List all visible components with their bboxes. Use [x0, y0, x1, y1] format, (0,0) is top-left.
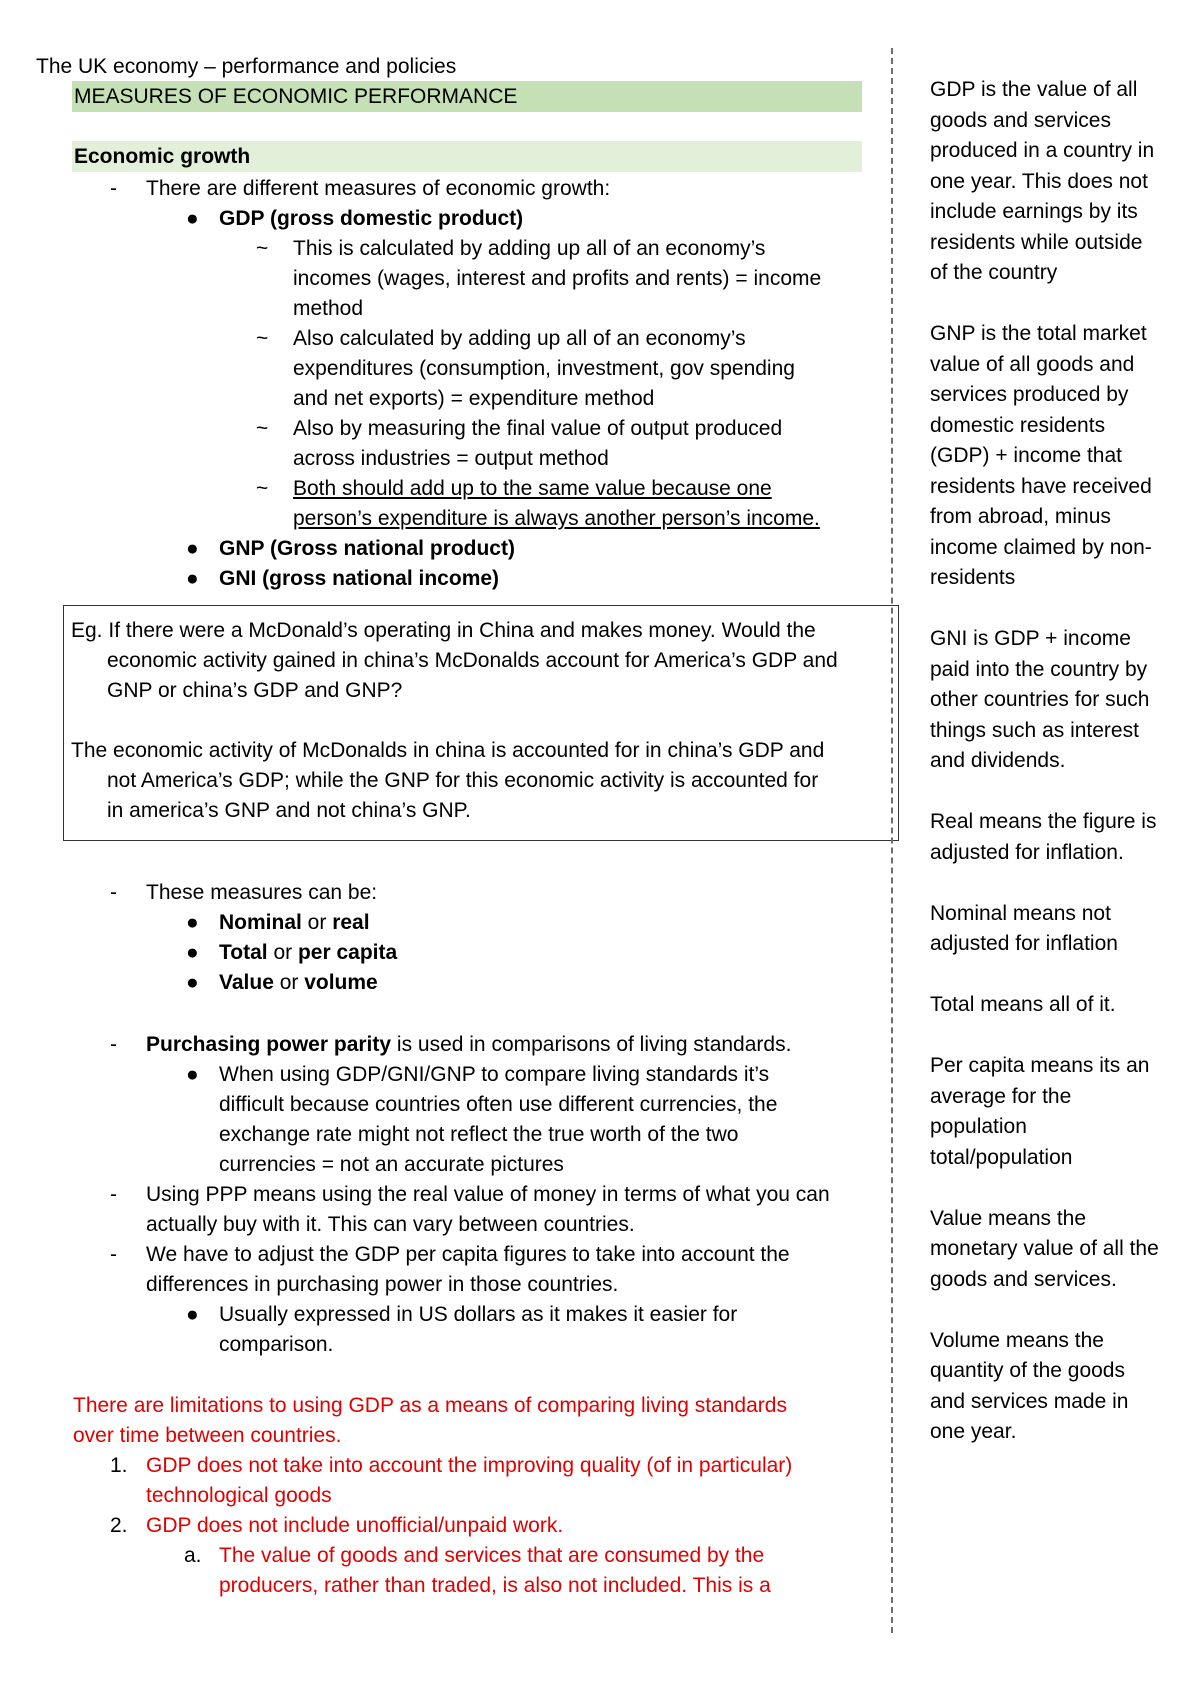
bullet-icon: ● — [186, 911, 199, 934]
ppp-sub-line1: When using GDP/GNI/GNP to compare living standards it’s — [219, 1063, 770, 1086]
bullet-icon: ● — [186, 1063, 199, 1086]
dash-bullet: - — [110, 1243, 117, 1266]
limit-1-line2: technological goods — [146, 1484, 332, 1507]
column-divider — [891, 48, 893, 1633]
tilde-bullet: ~ — [256, 327, 269, 350]
gdp-expenditure-line2: expenditures (consumption, investment, gov spending — [293, 357, 795, 380]
dash-bullet: - — [110, 1183, 117, 1206]
gnp-label: GNP (Gross national product) — [219, 537, 515, 560]
limits-intro-line2: over time between countries. — [73, 1424, 342, 1447]
dash-bullet: - — [110, 881, 117, 904]
usd-line1: Usually expressed in US dollars as it makes it easier for — [219, 1303, 738, 1326]
limit-2a-line2: producers, rather than traded, is also not included. This is a — [219, 1574, 771, 1597]
tilde-bullet: ~ — [256, 237, 269, 260]
bullet-icon: ● — [186, 1303, 199, 1326]
example-question-line2: economic activity gained in china’s McDonalds account for America’s GDP and — [107, 649, 838, 672]
definition-per-capita: Per capita means its an average for the population total/population — [930, 1054, 1150, 1169]
gdp-income-line3: method — [293, 297, 364, 320]
example-box — [63, 605, 899, 841]
list-number: 2. — [110, 1514, 128, 1537]
gdp-output-line2: across industries = output method — [293, 447, 609, 470]
sidebar-definitions — [930, 75, 1182, 1478]
ppp-real-line1: Using PPP means using the real value of money in terms of what you can — [146, 1183, 830, 1206]
bullet-icon: ● — [186, 941, 199, 964]
gdp-label: GDP (gross domestic product) — [219, 207, 524, 230]
ppp-sub-line3: exchange rate might not reflect the true worth of the two — [219, 1123, 739, 1146]
gdp-expenditure-line3: and net exports) = expenditure method — [293, 387, 655, 410]
example-question-line1: Eg. If there were a McDonald’s operating in China and makes money. Would the — [71, 619, 816, 642]
definition-gni: GNI is GDP + income paid into the country by other countries for such things such as interest and dividends. — [930, 627, 1150, 772]
ppp-sub-line4: currencies = not an accurate pictures — [219, 1153, 564, 1176]
example-answer-line2: not America’s GDP; while the GNP for this economic activity is accounted for — [107, 769, 819, 792]
usd-line2: comparison. — [219, 1333, 334, 1356]
limits-intro-line1: There are limitations to using GDP as a means of comparing living standards — [73, 1394, 787, 1417]
adjust-line1: We have to adjust the GDP per capita figures to take into account the — [146, 1243, 790, 1266]
dash-bullet: - — [110, 177, 117, 200]
gdp-equal-line1: Both should add up to the same value because one — [293, 477, 772, 500]
definition-real: Real means the figure is adjusted for inflation. — [930, 810, 1157, 864]
measure-total-percapita: Total or per capita — [219, 941, 398, 964]
gdp-income-line2: incomes (wages, interest and profits and rents) = income — [293, 267, 822, 290]
intro-text: There are different measures of economic growth: — [146, 177, 611, 200]
tilde-bullet: ~ — [256, 417, 269, 440]
definition-gdp: GDP is the value of all goods and services produced in a country in one year. This does not include earnings by its residents while outside of the country — [930, 78, 1155, 284]
measures-intro: These measures can be: — [146, 881, 378, 904]
definition-volume: Volume means the quantity of the goods and services made in one year. — [930, 1328, 1129, 1443]
ppp-heading: Purchasing power parity is used in comparisons of living standards. — [146, 1033, 792, 1056]
bullet-icon: ● — [186, 537, 199, 560]
gni-label: GNI (gross national income) — [219, 567, 500, 590]
gdp-output-line1: Also by measuring the final value of output produced — [293, 417, 783, 440]
gdp-equal-line2: person’s expenditure is always another person’s income. — [293, 507, 820, 530]
list-letter: a. — [184, 1544, 202, 1567]
gdp-expenditure-line1: Also calculated by adding up all of an economy’s — [293, 327, 746, 350]
bullet-icon: ● — [186, 567, 199, 590]
example-answer-line3: in america’s GNP and not china’s GNP. — [107, 799, 471, 822]
list-number: 1. — [110, 1454, 128, 1477]
limit-2: GDP does not include unofficial/unpaid work. — [146, 1514, 564, 1537]
ppp-sub-line2: difficult because countries often use different currencies, the — [219, 1093, 778, 1116]
measure-value-volume: Value or volume — [219, 971, 378, 994]
bullet-icon: ● — [186, 971, 199, 994]
adjust-line2: differences in purchasing power in those countries. — [146, 1273, 619, 1296]
ppp-real-line2: actually buy with it. This can vary between countries. — [146, 1213, 635, 1236]
measure-nominal-real: Nominal or real — [219, 911, 370, 934]
gdp-income-line1: This is calculated by adding up all of an economy’s — [293, 237, 766, 260]
definition-gnp: GNP is the total market value of all goods and services produced by domestic residents (GDP) + income that residents have received from abroad, minus income claimed by non- residents — [930, 322, 1152, 589]
limit-2a-line1: The value of goods and services that are consumed by the — [219, 1544, 765, 1567]
subheading-economic-growth: Economic growth — [72, 141, 862, 172]
definition-value: Value means the monetary value of all the goods and services. — [930, 1206, 1159, 1291]
section-heading: MEASURES OF ECONOMIC PERFORMANCE — [72, 81, 862, 112]
example-answer-line1: The economic activity of McDonalds in china is accounted for in china’s GDP and — [71, 739, 825, 762]
definition-nominal: Nominal means not adjusted for inflation — [930, 901, 1118, 955]
dash-bullet: - — [110, 1033, 117, 1056]
definition-total: Total means all of it. — [930, 993, 1116, 1016]
bullet-icon: ● — [186, 207, 199, 230]
document-title: The UK economy – performance and policies — [36, 55, 457, 78]
example-question-line3: GNP or china’s GDP and GNP? — [107, 679, 403, 702]
limit-1-line1: GDP does not take into account the improving quality (of in particular) — [146, 1454, 793, 1477]
tilde-bullet: ~ — [256, 477, 269, 500]
